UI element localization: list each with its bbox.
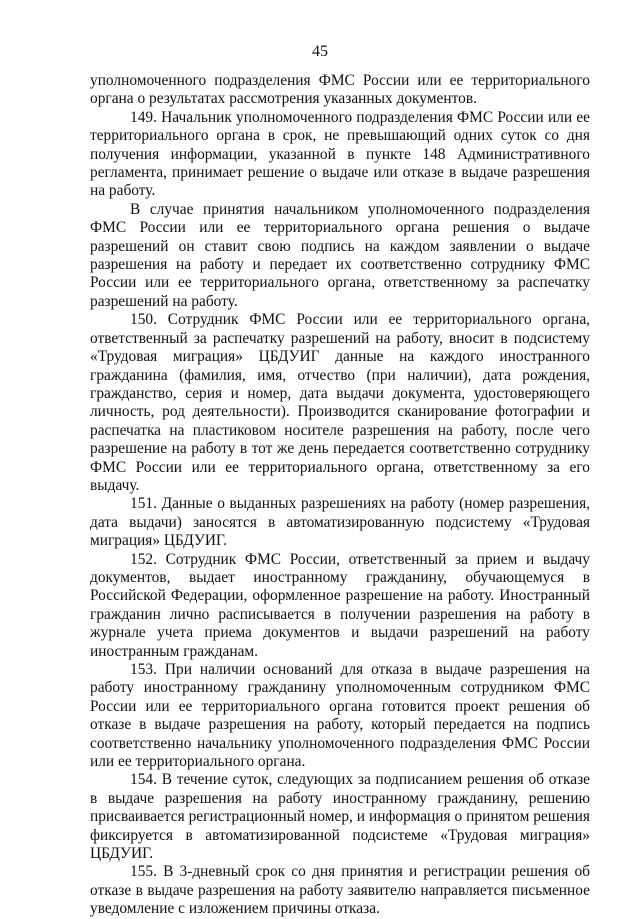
paragraph-151: 151. Данные о выданных разрешениях на работу (номер разрешения, дата выдачи) заносятся в автоматизированную подсистему «Трудовая миграция» ЦБДУИГ. — [90, 495, 590, 550]
paragraph-152: 152. Сотрудник ФМС России, ответственный за прием и выдачу документов, выдает иностранному гражданину, обучающемуся в Российской Федерации, оформленное разрешение на работу. Иностранный гражданин лично расписывается в получении разрешения на работу в журнале учета приема документов и выдачи разрешений на работу иностранным гражданам. — [90, 550, 590, 660]
paragraph-150: 150. Сотрудник ФМС России или ее территориального органа, ответственный за распечатку разрешений на работу, вносит в подсистему «Трудовая миграция» ЦБДУИГ данные на каждого иностранного гражданина (фамилия, имя, отчество (при наличии), дата рождения, гражданство, серия и номер, дата выдачи документа, удостоверяющего личность, род деятельности). Производится сканирование фотографии и распечатка на пластиковом носителе разрешения на работу, после чего разрешение на работу в тот же день передается соответственно сотруднику ФМС России или ее территориального органа, ответственному за его выдачу. — [90, 311, 590, 494]
paragraph-155: 155. В 3-дневный срок со дня принятия и регистрации решения об отказе в выдаче разрешения на работу заявителю направляется письменное уведомление с изложением причины отказа. — [90, 863, 590, 918]
paragraph-continuation: уполномоченного подразделения ФМС России или ее территориального органа о результатах рассмотрения указанных документов. — [90, 72, 590, 108]
paragraph-154: 154. В течение суток, следующих за подписанием решения об отказе в выдаче разрешения на работу иностранному гражданину, решению присваивается регистрационный номер, и информация о принятом решения фиксируется в автоматизированной подсистеме «Трудовая миграция» ЦБДУИГ. — [90, 771, 590, 863]
paragraph-149-approval: В случае принятия начальником уполномоченного подразделения ФМС России или ее территориального органа решения о выдаче разрешений он ставит свою подпись на каждом заявлении о выдаче разрешения на работу и передает их соответственно сотруднику ФМС России или ее территориального органа, ответственному за распечатку разрешений на работу. — [90, 200, 590, 310]
paragraph-149: 149. Начальник уполномоченного подразделения ФМС России или ее территориального органа в срок, не превышающий одних суток со дня получения информации, указанной в пункте 148 Административного регламента, принимает решение о выдаче или отказе в выдаче разрешения на работу. — [90, 108, 590, 200]
document-body — [90, 72, 590, 919]
page-number: 45 — [312, 43, 328, 60]
paragraph-153: 153. При наличии оснований для отказа в выдаче разрешения на работу иностранному гражданину уполномоченным сотрудником ФМС России или ее территориального органа готовится проект решения об отказе в выдаче разрешения на работу, который передается на подпись соответственно начальнику уполномоченного подразделения ФМС России или ее территориального органа. — [90, 661, 590, 771]
